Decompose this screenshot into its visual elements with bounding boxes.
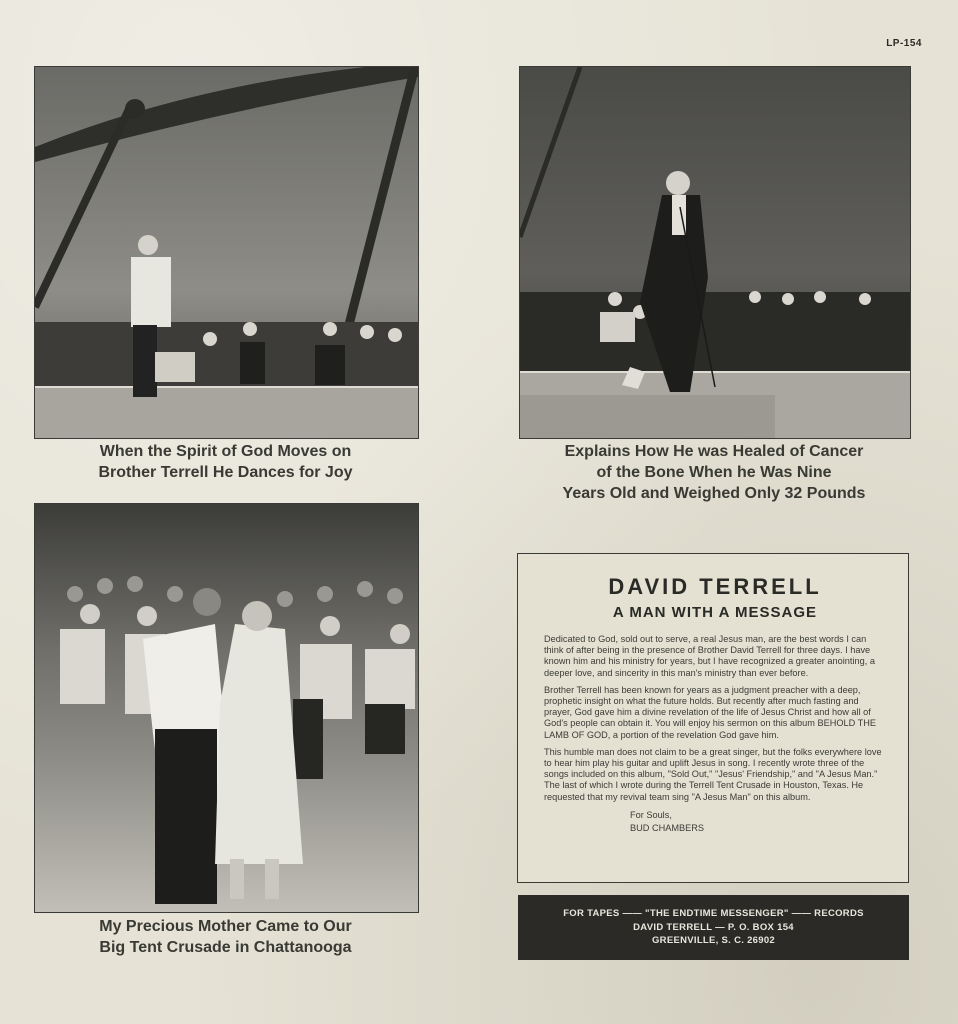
photo-tent-stage-dancing <box>34 66 419 439</box>
liner-notes-subtitle: A MAN WITH A MESSAGE <box>612 604 818 621</box>
contact-line-address: DAVID TERRELL — P. O. BOX 154 <box>633 921 794 933</box>
contact-line-city: GREENVILLE, S. C. 26902 <box>651 935 776 946</box>
caption-photo-3: My Precious Mother Came to Our Big Tent Crusade in Chattanooga <box>99 918 352 956</box>
photo-preacher-on-stage <box>519 66 911 439</box>
liner-notes-title: DAVID TERRELL <box>608 574 822 599</box>
contact-box <box>518 895 909 960</box>
liner-notes-signoff: For Souls, BUD CHAMBERS <box>630 809 705 833</box>
liner-notes-paragraph: This humble man does not claim to be a great singer, but the folks everywhere love to hear him play his guitar and uplift Jesus in song. I recently wrote three of the songs included on this album, "Sold Out," "Jesus' Friendship," and "A Jesus Man." The last of which I wrote during the Terrell Tent Crusade in Houston, Texas. He requested that my revival team sing "A Jesus Man" on this album. <box>544 746 882 802</box>
photo-crusade-crowd-mother <box>34 503 419 913</box>
contact-line-tapes: FOR TAPES —— "THE ENDTIME MESSENGER" —— RECORDS <box>563 908 864 919</box>
liner-notes-box <box>517 553 909 883</box>
caption-photo-1: When the Spirit of God Moves on Brother Terrell He Dances for Joy <box>98 443 353 481</box>
catalog-number: LP-154 <box>886 38 922 49</box>
caption-photo-2: Explains How He was Healed of Cancer of the Bone When he Was Nine Years Old and Weighed Only 32 Pounds <box>562 443 866 502</box>
liner-notes-paragraph: Dedicated to God, sold out to serve, a real Jesus man, are the best words I can think of after being in the presence of Brother David Terrell for three days. I have known him and his ministry for years, but I have recognized a greater anointing, a deeper love, and sincerity in this man's ministry than ever before. <box>544 634 875 678</box>
liner-notes-paragraph: Brother Terrell has been known for years as a judgment preacher with a deep, prophetic insight on what the future holds. But recently after much fasting and prayer, God gave him a divine revelation of the life of Jesus Christ and how all of God's people can obtain it. You will enjoy his sermon on this album BEHOLD THE LAMB OF GOD, a portion of the revelation God gave him. <box>544 684 876 740</box>
